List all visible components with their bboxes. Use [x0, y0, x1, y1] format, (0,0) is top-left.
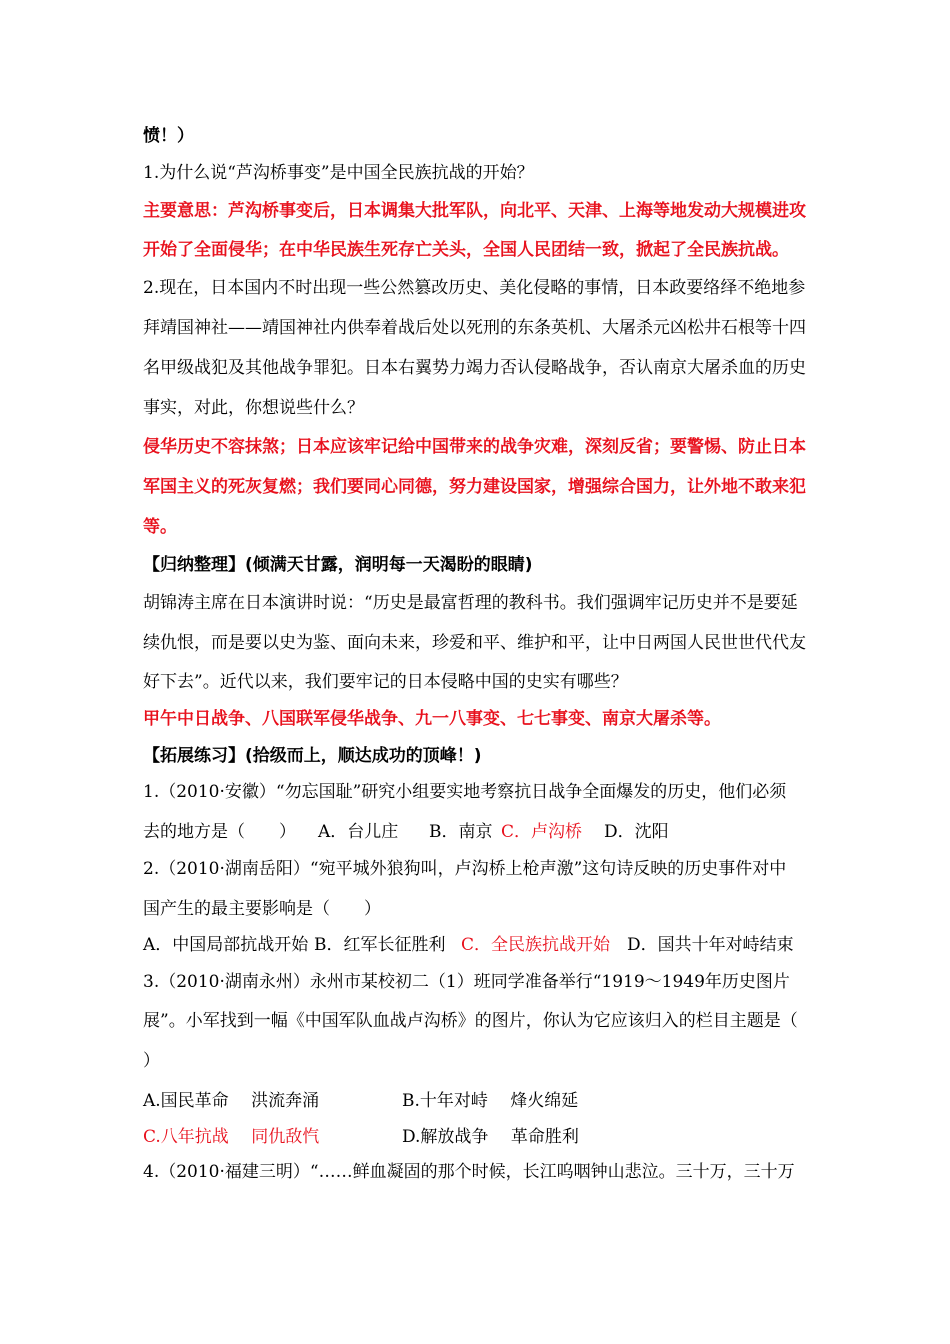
answer-1-line-2: 开始了全面侵华；在中华民族生死存亡关头，全国人民团结一致，掀起了全民族抗战。: [143, 240, 789, 260]
option-c-answer: C.八年抗战 同仇敌忾: [143, 1127, 320, 1147]
answer-2-line-2: 军国主义的死灰复燃；我们要同心同德，努力建设国家，增强综合国力，让外地不敢来犯: [143, 477, 806, 497]
option-a: A．中国局部抗战开始: [143, 935, 309, 955]
answer-1-line-1: 主要意思：芦沟桥事变后，日本调集大批军队，向北平、天津、上海等地发动大规模进攻: [143, 201, 806, 221]
practice-1-stem-end: 去的地方是（ ）: [143, 822, 296, 842]
option-b: B．红军长征胜利: [314, 935, 446, 955]
practice-2-stem-line-1: 2.（2010·湖南岳阳）“宛平城外狼狗叫，卢沟桥上枪声激”这句诗反映的历史事件对中: [143, 859, 787, 879]
option-b: B．南京: [429, 822, 493, 842]
practice-2-stem-line-2: 国产生的最主要影响是（ ）: [143, 899, 381, 919]
answer-2-line-1: 侵华历史不容抹煞；日本应该牢记给中国带来的战争灾难，深刻反省；要警惕、防止日本: [143, 437, 806, 457]
question-2-line-1: 2.现在，日本国内不时出现一些公然篡改历史、美化侵略的事情，日本政要络绎不绝地参: [143, 278, 806, 298]
practice-4-stem-line-1: 4.（2010·福建三明）“……鲜血凝固的那个时候，长江呜咽钟山悲泣。三十万，三十万: [143, 1162, 795, 1182]
option-d: D．沈阳: [604, 822, 669, 842]
practice-3-stem-line-1: 3.（2010·湖南永州）永州市某校初二（1）班同学准备举行“1919～1949年历史图片: [143, 972, 790, 992]
practice-1-options: [143, 820, 669, 844]
summary-line-2: 续仇恨，而是要以史为鉴、面向未来，珍爱和平、维护和平，让中日两国人民世世代代友: [143, 633, 806, 653]
practice-3-stem-line-2: 展”。小军找到一幅《中国军队血战卢沟桥》的图片，你认为它应该归入的栏目主题是（: [143, 1011, 798, 1031]
practice-3-stem-line-3: ）: [143, 1051, 160, 1071]
practice-1-stem: 1.（2010·安徽）“勿忘国耻”研究小组要实地考察抗日战争全面爆发的历史，他们必须: [143, 782, 787, 802]
option-a: A．台儿庄: [318, 822, 399, 842]
option-b: B.十年对峙 烽火绵延: [402, 1091, 579, 1111]
summary-line-3: 好下去”。近代以来，我们要牢记的日本侵略中国的史实有哪些？: [143, 672, 628, 692]
section-heading-summary: 【归纳整理】(倾满天甘露，润明每一天渴盼的眼睛): [143, 555, 533, 575]
question-2-line-3: 名甲级战犯及其他战争罪犯。日本右翼势力竭力否认侵略战争，否认南京大屠杀血的历史: [143, 358, 806, 378]
summary-answer: 甲午中日战争、八国联军侵华战争、九一八事变、七七事变、南京大屠杀等。: [143, 709, 721, 729]
question-1: 1.为什么说“芦沟桥事变”是中国全民族抗战的开始？: [143, 163, 534, 183]
answer-2-line-3: 等。: [143, 517, 177, 537]
option-d: D．国共十年对峙结束: [627, 935, 794, 955]
option-c-answer: C．全民族抗战开始: [461, 935, 611, 955]
text-line: 愤！）: [143, 126, 194, 146]
section-heading-practice: 【拓展练习】(拾级而上，顺达成功的顶峰！): [143, 746, 482, 766]
option-a: A.国民革命 洪流奔涌: [143, 1091, 320, 1111]
question-2-line-2: 拜靖国神社——靖国神社内供奉着战后处以死刑的东条英机、大屠杀元凶松井石根等十四: [143, 318, 806, 338]
option-c-answer: C．卢沟桥: [501, 822, 583, 842]
summary-line-1: 胡锦涛主席在日本演讲时说：“历史是最富哲理的教科书。我们强调牢记历史并不是要延: [143, 593, 798, 613]
option-d: D.解放战争 革命胜利: [402, 1127, 579, 1147]
question-2-line-4: 事实，对此，你想说些什么？: [143, 398, 364, 418]
